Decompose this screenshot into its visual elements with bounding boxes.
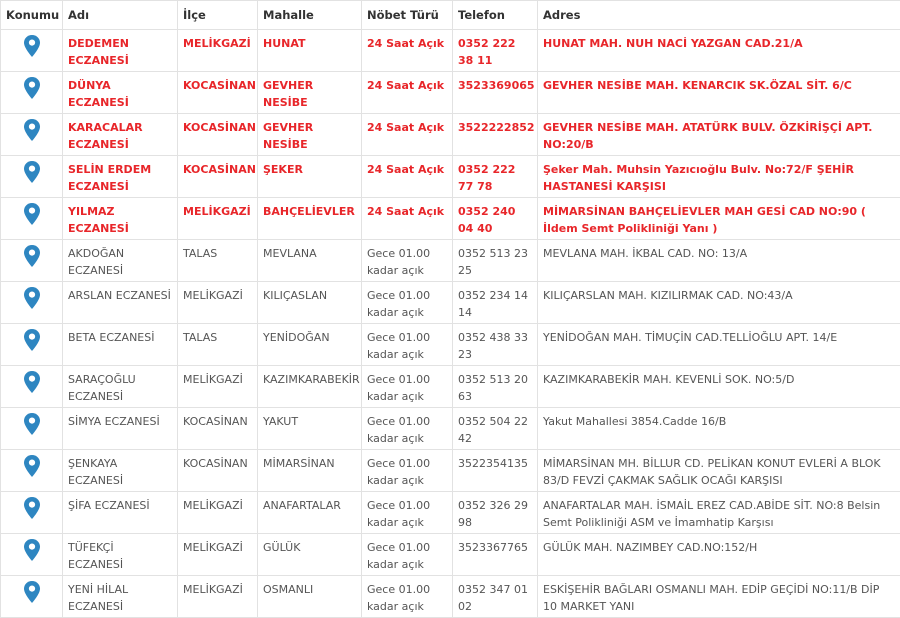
table-row xyxy=(1,576,900,618)
phone-cell[interactable]: 3522222852 xyxy=(453,114,538,156)
table-row xyxy=(1,282,900,324)
address-cell: YENİDOĞAN MAH. TİMUÇİN CAD.TELLİOĞLU APT. 14/E xyxy=(538,324,900,366)
duty-type-cell: 24 Saat Açık xyxy=(362,156,453,198)
phone-cell[interactable]: 0352 504 22 42 xyxy=(453,408,538,450)
address-cell: HUNAT MAH. NUH NACİ YAZGAN CAD.21/A xyxy=(538,30,900,72)
address-cell: ANAFARTALAR MAH. İSMAİL EREZ CAD.ABİDE SİT. NO:8 Belsin Semt Polikliniği ASM ve İmamhatip Karşısı xyxy=(538,492,900,534)
address-cell: GÜLÜK MAH. NAZIMBEY CAD.NO:152/H xyxy=(538,534,900,576)
map-pin-icon[interactable] xyxy=(23,160,41,184)
phone-cell[interactable]: 0352 513 23 25 xyxy=(453,240,538,282)
duty-type-cell: Gece 01.00 kadar açık xyxy=(362,576,453,618)
neighborhood-cell: HUNAT xyxy=(258,30,362,72)
map-pin-icon[interactable] xyxy=(23,538,41,562)
location-cell xyxy=(1,408,63,450)
map-pin-icon[interactable] xyxy=(23,370,41,394)
pharmacy-name: AKDOĞAN ECZANESİ xyxy=(63,240,178,282)
address-cell: KILIÇARSLAN MAH. KIZILIRMAK CAD. NO:43/A xyxy=(538,282,900,324)
address-cell: ESKİŞEHİR BAĞLARI OSMANLI MAH. EDİP GEÇİDİ NO:11/B DİP 10 MARKET YANI xyxy=(538,576,900,618)
phone-cell[interactable]: 3522354135 xyxy=(453,450,538,492)
map-pin-icon[interactable] xyxy=(23,580,41,604)
pharmacy-name: SİMYA ECZANESİ xyxy=(63,408,178,450)
table-row xyxy=(1,492,900,534)
phone-cell[interactable]: 0352 347 01 02 xyxy=(453,576,538,618)
pharmacy-name: SARAÇOĞLU ECZANESİ xyxy=(63,366,178,408)
address-cell: GEVHER NESİBE MAH. KENARCIK SK.ÖZAL SİT. 6/C xyxy=(538,72,900,114)
map-pin-icon[interactable] xyxy=(23,286,41,310)
pharmacy-name: KARACALAR ECZANESİ xyxy=(63,114,178,156)
neighborhood-cell: GEVHER NESİBE xyxy=(258,72,362,114)
location-cell xyxy=(1,198,63,240)
district-cell: MELİKGAZİ xyxy=(178,576,258,618)
address-cell: MİMARSİNAN BAHÇELİEVLER MAH GESİ CAD NO:90 ( İldem Semt Polikliniği Yanı ) xyxy=(538,198,900,240)
district-cell: KOCASİNAN xyxy=(178,156,258,198)
map-pin-icon[interactable] xyxy=(23,118,41,142)
location-cell xyxy=(1,282,63,324)
table-row xyxy=(1,30,900,72)
pharmacy-name: YILMAZ ECZANESİ xyxy=(63,198,178,240)
neighborhood-cell: BAHÇELİEVLER xyxy=(258,198,362,240)
pharmacy-name: ARSLAN ECZANESİ xyxy=(63,282,178,324)
pharmacy-name: DEDEMEN ECZANESİ xyxy=(63,30,178,72)
pharmacy-name: DÜNYA ECZANESİ xyxy=(63,72,178,114)
header-location: Konumu xyxy=(1,1,63,30)
district-cell: TALAS xyxy=(178,240,258,282)
map-pin-icon[interactable] xyxy=(23,244,41,268)
district-cell: MELİKGAZİ xyxy=(178,30,258,72)
duty-type-cell: Gece 01.00 kadar açık xyxy=(362,324,453,366)
map-pin-icon[interactable] xyxy=(23,34,41,58)
district-cell: MELİKGAZİ xyxy=(178,492,258,534)
phone-cell[interactable]: 0352 326 29 98 xyxy=(453,492,538,534)
address-cell: MİMARSİNAN MH. BİLLUR CD. PELİKAN KONUT EVLERİ A BLOK 83/D FEVZİ ÇAKMAK SAĞLIK OCAĞI KARŞISI xyxy=(538,450,900,492)
duty-type-cell: 24 Saat Açık xyxy=(362,198,453,240)
location-cell xyxy=(1,30,63,72)
duty-type-cell: Gece 01.00 kadar açık xyxy=(362,408,453,450)
location-cell xyxy=(1,534,63,576)
location-cell xyxy=(1,450,63,492)
phone-cell[interactable]: 0352 438 33 23 xyxy=(453,324,538,366)
pharmacy-name: ŞENKAYA ECZANESİ xyxy=(63,450,178,492)
header-district: İlçe xyxy=(178,1,258,30)
header-name: Adı xyxy=(63,1,178,30)
neighborhood-cell: ŞEKER xyxy=(258,156,362,198)
neighborhood-cell: YENİDOĞAN xyxy=(258,324,362,366)
location-cell xyxy=(1,366,63,408)
address-cell: KAZIMKARABEKİR MAH. KEVENLİ SOK. NO:5/D xyxy=(538,366,900,408)
address-cell: Yakut Mahallesi 3854.Cadde 16/B xyxy=(538,408,900,450)
table-header xyxy=(1,1,900,30)
duty-type-cell: Gece 01.00 kadar açık xyxy=(362,366,453,408)
table-row xyxy=(1,450,900,492)
phone-cell[interactable]: 0352 222 38 11 xyxy=(453,30,538,72)
header-phone: Telefon xyxy=(453,1,538,30)
neighborhood-cell: MİMARSİNAN xyxy=(258,450,362,492)
neighborhood-cell: GÜLÜK xyxy=(258,534,362,576)
neighborhood-cell: KILIÇASLAN xyxy=(258,282,362,324)
phone-cell[interactable]: 3523369065 xyxy=(453,72,538,114)
duty-type-cell: Gece 01.00 kadar açık xyxy=(362,450,453,492)
district-cell: KOCASİNAN xyxy=(178,72,258,114)
map-pin-icon[interactable] xyxy=(23,202,41,226)
header-neighborhood: Mahalle xyxy=(258,1,362,30)
district-cell: KOCASİNAN xyxy=(178,450,258,492)
map-pin-icon[interactable] xyxy=(23,412,41,436)
duty-type-cell: 24 Saat Açık xyxy=(362,72,453,114)
table-body xyxy=(1,30,900,618)
pharmacy-name: SELİN ERDEM ECZANESİ xyxy=(63,156,178,198)
table-row xyxy=(1,324,900,366)
header-address: Adres xyxy=(538,1,900,30)
location-cell xyxy=(1,240,63,282)
location-cell xyxy=(1,492,63,534)
neighborhood-cell: OSMANLI xyxy=(258,576,362,618)
location-cell xyxy=(1,324,63,366)
location-cell xyxy=(1,72,63,114)
map-pin-icon[interactable] xyxy=(23,328,41,352)
district-cell: MELİKGAZİ xyxy=(178,534,258,576)
table-row xyxy=(1,114,900,156)
district-cell: KOCASİNAN xyxy=(178,408,258,450)
table-row xyxy=(1,408,900,450)
neighborhood-cell: YAKUT xyxy=(258,408,362,450)
address-cell: GEVHER NESİBE MAH. ATATÜRK BULV. ÖZKİRİŞÇİ APT. NO:20/B xyxy=(538,114,900,156)
duty-type-cell: Gece 01.00 kadar açık xyxy=(362,534,453,576)
pharmacy-name: BETA ECZANESİ xyxy=(63,324,178,366)
duty-type-cell: 24 Saat Açık xyxy=(362,114,453,156)
location-cell xyxy=(1,156,63,198)
pharmacy-name: TÜFEKÇİ ECZANESİ xyxy=(63,534,178,576)
location-cell xyxy=(1,114,63,156)
phone-cell[interactable]: 0352 234 14 14 xyxy=(453,282,538,324)
table-row xyxy=(1,366,900,408)
map-pin-icon[interactable] xyxy=(23,76,41,100)
phone-cell[interactable]: 0352 222 77 78 xyxy=(453,156,538,198)
neighborhood-cell: ANAFARTALAR xyxy=(258,492,362,534)
phone-cell[interactable]: 0352 513 20 63 xyxy=(453,366,538,408)
table-row xyxy=(1,156,900,198)
table-row xyxy=(1,534,900,576)
neighborhood-cell: KAZIMKARABEKİR xyxy=(258,366,362,408)
duty-type-cell: Gece 01.00 kadar açık xyxy=(362,282,453,324)
duty-type-cell: Gece 01.00 kadar açık xyxy=(362,240,453,282)
district-cell: KOCASİNAN xyxy=(178,114,258,156)
map-pin-icon[interactable] xyxy=(23,454,41,478)
address-cell: MEVLANA MAH. İKBAL CAD. NO: 13/A xyxy=(538,240,900,282)
table-row xyxy=(1,72,900,114)
district-cell: MELİKGAZİ xyxy=(178,198,258,240)
map-pin-icon[interactable] xyxy=(23,496,41,520)
phone-cell[interactable]: 3523367765 xyxy=(453,534,538,576)
pharmacy-name: ŞİFA ECZANESİ xyxy=(63,492,178,534)
location-cell xyxy=(1,576,63,618)
address-cell: Şeker Mah. Muhsin Yazıcıoğlu Bulv. No:72/F ŞEHİR HASTANESİ KARŞISI xyxy=(538,156,900,198)
pharmacy-name: YENİ HİLAL ECZANESİ xyxy=(63,576,178,618)
district-cell: MELİKGAZİ xyxy=(178,282,258,324)
district-cell: TALAS xyxy=(178,324,258,366)
table-row xyxy=(1,198,900,240)
table-row xyxy=(1,240,900,282)
neighborhood-cell: GEVHER NESİBE xyxy=(258,114,362,156)
header-duty-type: Nöbet Türü xyxy=(362,1,453,30)
phone-cell[interactable]: 0352 240 04 40 xyxy=(453,198,538,240)
district-cell: MELİKGAZİ xyxy=(178,366,258,408)
duty-type-cell: 24 Saat Açık xyxy=(362,30,453,72)
duty-type-cell: Gece 01.00 kadar açık xyxy=(362,492,453,534)
neighborhood-cell: MEVLANA xyxy=(258,240,362,282)
